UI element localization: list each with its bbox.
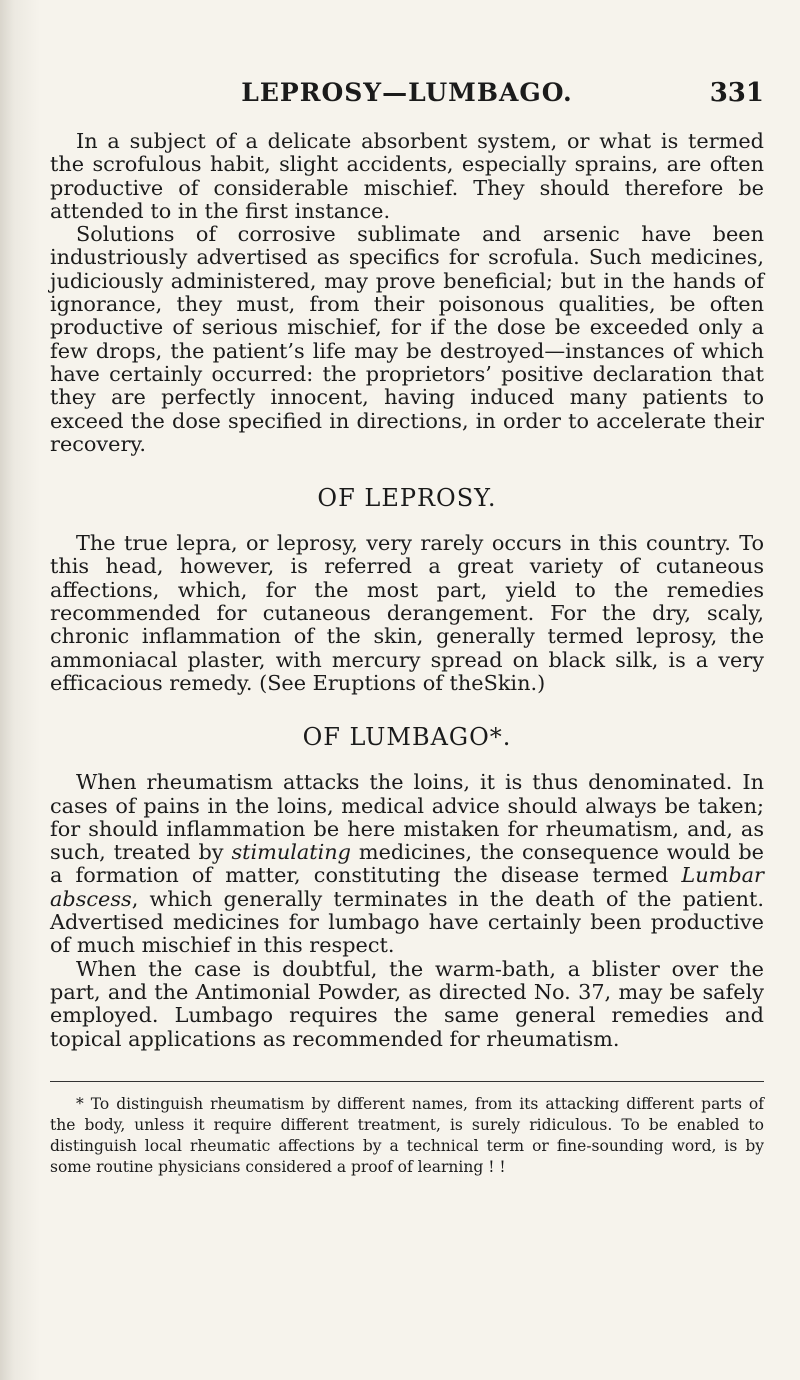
paragraph-scrofulous-habit: In a subject of a delicate absorbent system, or what is termed the scrofulous habit, slight accidents, especially sprains, are often productive of considerable mischief. They should therefore be attended to in the first instance.	[50, 129, 764, 223]
heading-leprosy: OF LEPROSY.	[317, 484, 497, 513]
paragraph-leprosy: The true lepra, or leprosy, very rarely occurs in this country. To this head, however, is referred a great variety of cutaneous affections, which, for the most part, yield to the remedies recommended for cutaneous derangement. For the dry, scaly, chronic inflammation of the skin, generally termed leprosy, the ammoniacal plaster, with mercury spread on black silk, is a very efficacious remedy. (See Eruptions of theSkin.)	[50, 531, 764, 695]
page-content	[50, 78, 764, 1178]
footnote-lumbago: * To distinguish rheumatism by different names, from its attacking different parts of the body, unless it require different treatment, is surely ridiculous. To be enabled to distinguish local rheumatic affections by a technical term or fine-sounding word, is by some routine physicians considered a proof of learning ! !	[50, 1094, 764, 1176]
paragraph-lumbago-definition	[50, 771, 764, 957]
lumbago-text-part-1: When rheumatism attacks the loins, it is thus denominated. In cases of pains in the loins, medical advice should always be taken; for should inflammation be here mistaken for rheumatism, and, as such, treated by	[50, 770, 764, 865]
page-number: 331	[709, 78, 764, 108]
lumbago-text-part-2: medicines, the consequence would be a formation of matter, constituting the disease termed	[50, 840, 764, 888]
heading-lumbago: OF LUMBAGO*.	[302, 723, 512, 752]
lumbago-text-part-3: , which generally terminates in the death of the patient. Advertised medicines for lumbago have certainly been productive of much mischief in this respect.	[50, 886, 764, 958]
paragraph-lumbago-treatment: When the case is doubtful, the warm-bath, a blister over the part, and the Antimonial Powder, as directed No. 37, may be safely employed. Lumbago requires the same general remedies and topical applications as recommended for rheumatism.	[50, 956, 764, 1051]
running-head	[50, 78, 764, 114]
footnote-divider	[50, 1081, 764, 1082]
emphasis-lumbar-abscess: Lumbar abscess	[50, 863, 764, 911]
emphasis-stimulating: stimulating	[231, 840, 351, 865]
running-title: LEPROSY—LUMBAGO.	[241, 78, 573, 107]
paragraph-corrosive-sublimate: Solutions of corrosive sublimate and arsenic have been industriously advertised as specifics for scrofula. Such medicines, judiciously administered, may prove beneficial; but in the hands of ignorance, they must, from their poisonous qualities, be often productive of serious mischief, for if the dose be exceeded only a few drops, the patient’s life may be destroyed—instances of which have certainly occurred: the proprietors’ positive declaration that they are perfectly innocent, having induced many patients to exceed the dose specified in directions, in order to accelerate their recovery.	[50, 222, 764, 456]
